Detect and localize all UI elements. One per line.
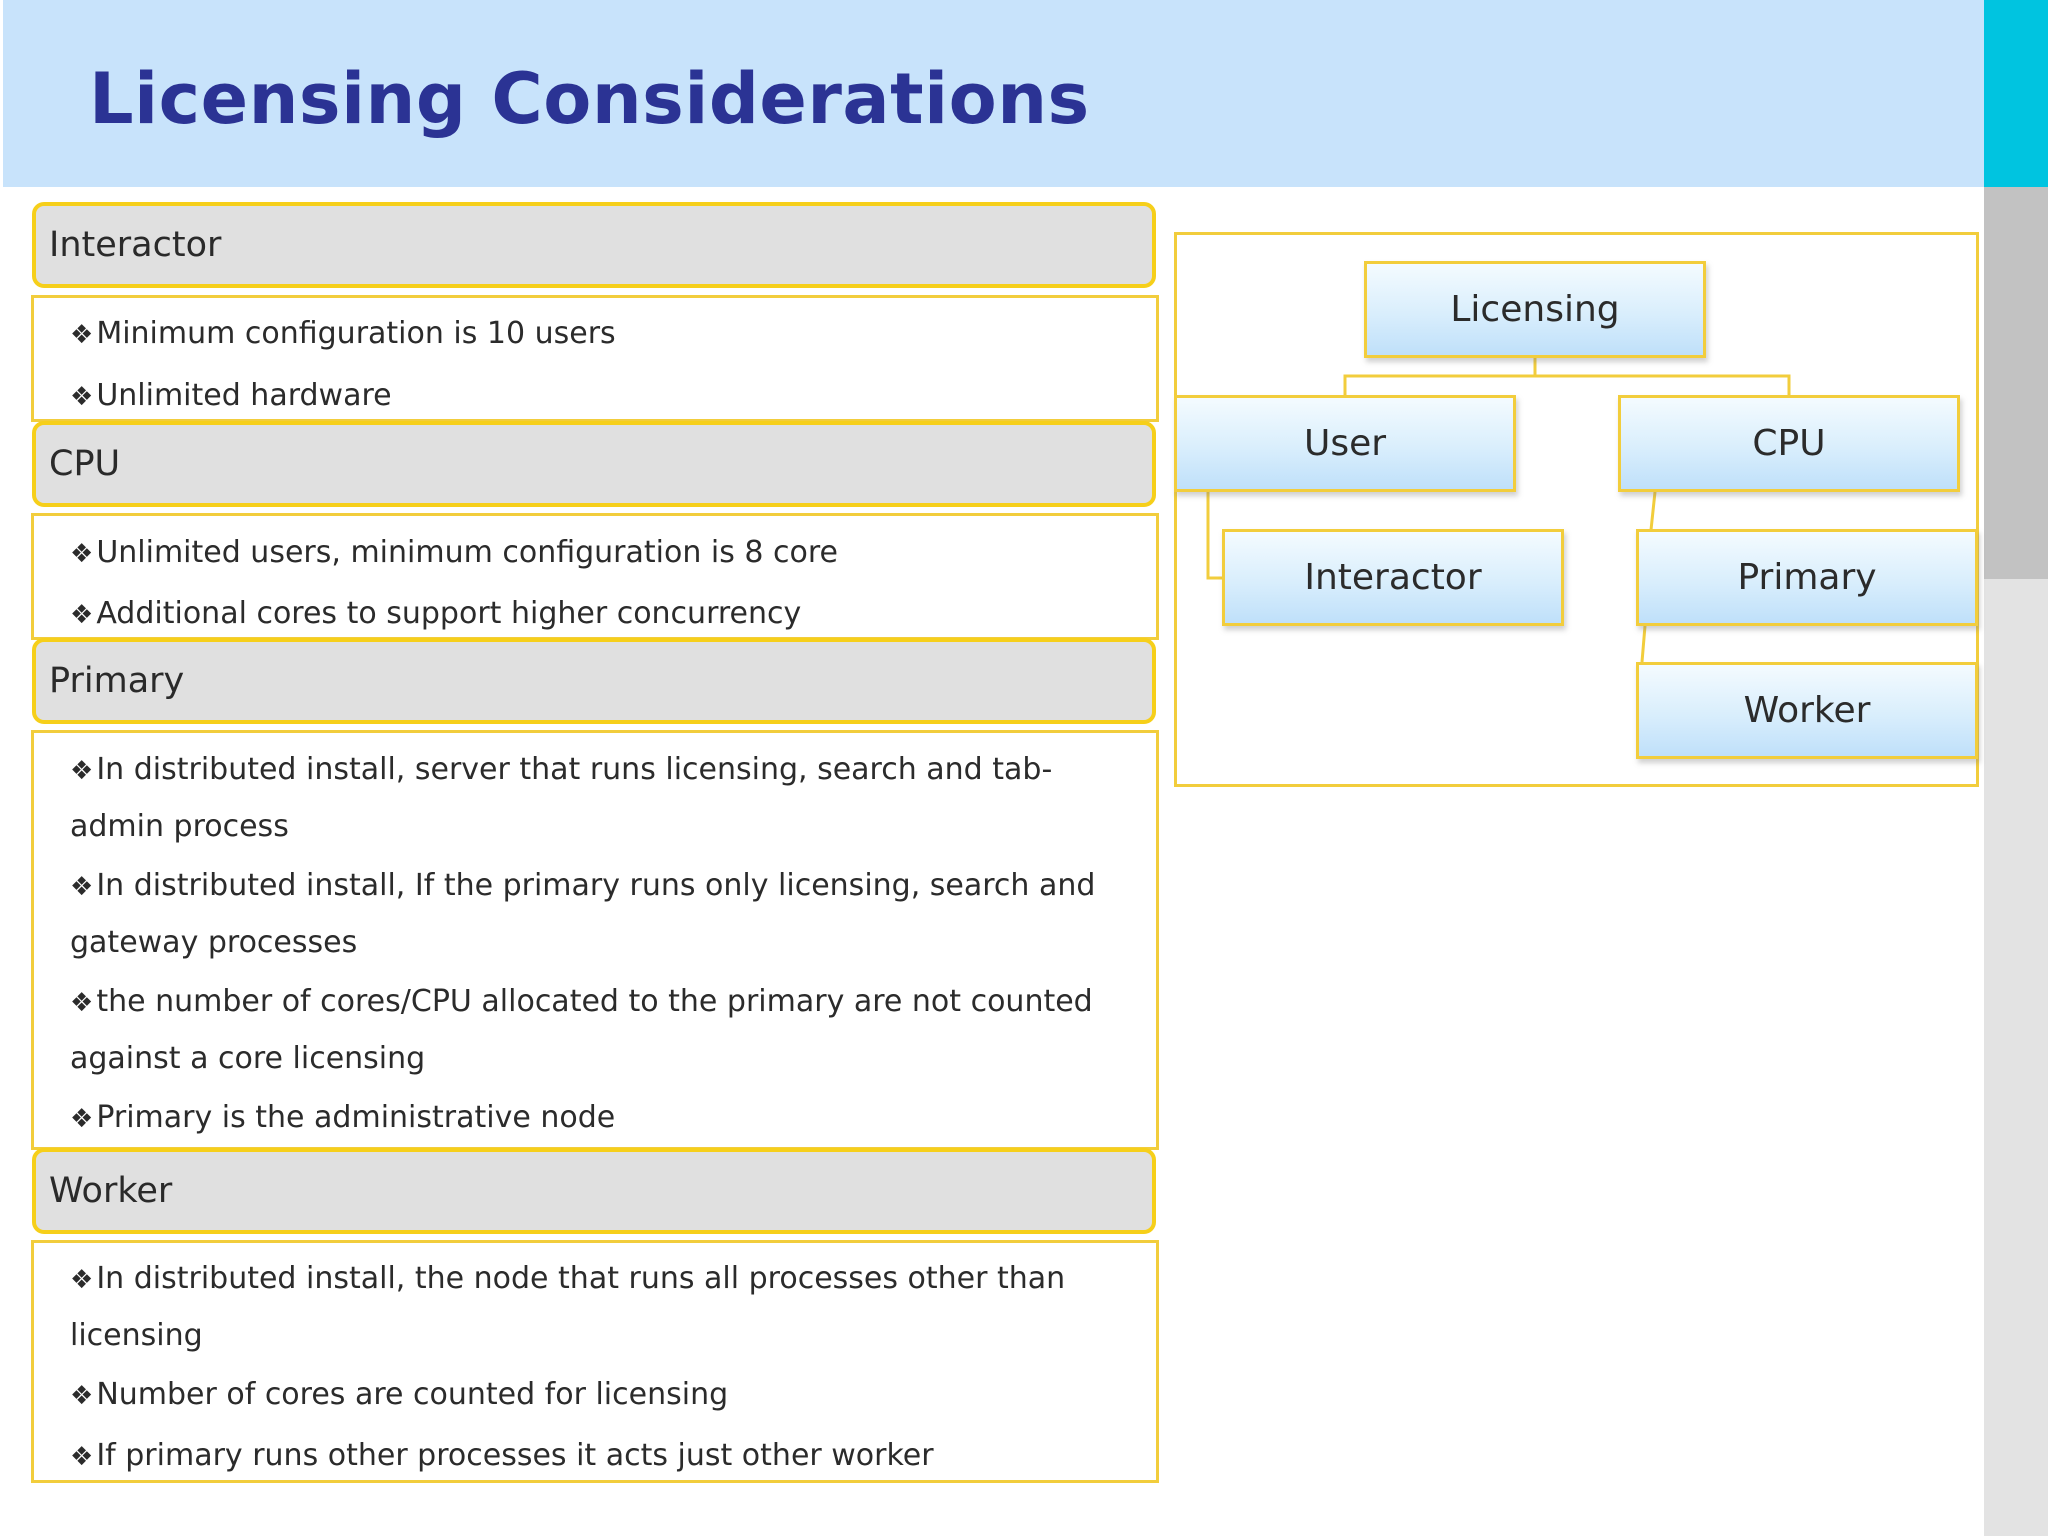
list-item: ❖ Primary is the administrative node [70, 1100, 616, 1135]
list-item: ❖ the number of cores/CPU allocated to the primary are not counted against a core licensing [70, 984, 1093, 1076]
org-node-worker: Worker [1636, 662, 1978, 759]
accent-bar [1984, 0, 2048, 187]
bullet-diamond-icon: ❖ [70, 756, 94, 786]
org-node-licensing: Licensing [1364, 261, 1706, 358]
list-item: ❖ If primary runs other processes it acts just other worker [70, 1438, 934, 1473]
section-body-primary [31, 730, 1159, 1150]
bullet-diamond-icon: ❖ [70, 600, 94, 630]
org-node-primary: Primary [1636, 529, 1978, 626]
org-node-user: User [1174, 395, 1516, 492]
section-heading-interactor: Interactor [32, 202, 1156, 288]
list-item: ❖ Unlimited users, minimum configuration is 8 core [70, 535, 838, 570]
org-node-interactor: Interactor [1222, 529, 1564, 626]
bullet-diamond-icon: ❖ [70, 382, 94, 412]
list-item: ❖ Number of cores are counted for licensing [70, 1377, 729, 1412]
bullet-diamond-icon: ❖ [70, 1381, 94, 1411]
section-heading-primary: Primary [32, 638, 1156, 724]
slide-title: Licensing Considerations [89, 58, 1090, 140]
list-item: ❖ Unlimited hardware [70, 378, 392, 413]
list-item: ❖ Additional cores to support higher concurrency [70, 596, 802, 631]
side-scroll-thumb [1984, 187, 2048, 579]
bullet-diamond-icon: ❖ [70, 1104, 94, 1134]
bullet-diamond-icon: ❖ [70, 539, 94, 569]
list-item: ❖ In distributed install, the node that runs all processes other than licensing [70, 1261, 1066, 1353]
list-item: ❖ In distributed install, If the primary runs only licensing, search and gateway processes [70, 868, 1096, 960]
list-item: ❖ Minimum configuration is 10 users [70, 316, 616, 351]
section-body-interactor [31, 295, 1159, 422]
bullet-diamond-icon: ❖ [70, 872, 94, 902]
section-body-cpu [31, 513, 1159, 640]
section-heading-cpu: CPU [32, 421, 1156, 507]
section-body-worker [31, 1240, 1159, 1483]
bullet-diamond-icon: ❖ [70, 988, 94, 1018]
bullet-diamond-icon: ❖ [70, 320, 94, 350]
list-item: ❖ In distributed install, server that runs licensing, search and tab-admin process [70, 752, 1053, 844]
bullet-diamond-icon: ❖ [70, 1265, 94, 1295]
section-heading-worker: Worker [32, 1148, 1156, 1234]
org-node-cpu: CPU [1618, 395, 1960, 492]
bullet-diamond-icon: ❖ [70, 1442, 94, 1472]
